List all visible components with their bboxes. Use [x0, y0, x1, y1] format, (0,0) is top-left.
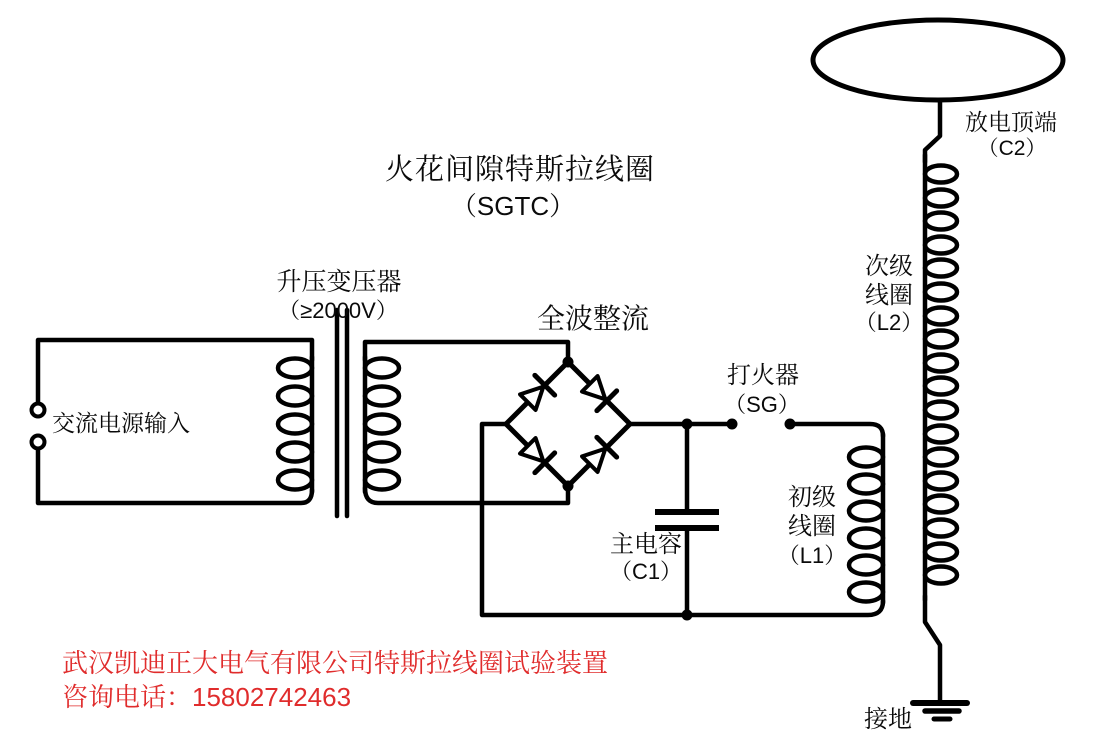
primary-coil-symbol — [849, 434, 883, 603]
junction-dot — [563, 357, 574, 368]
primary-coil-label: 初级 — [788, 484, 836, 511]
ground-label: 接地 — [864, 706, 912, 733]
page-title-abbr: （SGTC） — [450, 191, 576, 221]
secondary-coil-symbol — [925, 155, 957, 701]
junction-dot — [563, 481, 574, 492]
ac-terminal-icon — [32, 404, 45, 417]
rectifier-label: 全波整流 — [536, 303, 650, 334]
wire — [365, 342, 568, 360]
page-title: 火花间隙特斯拉线圈 — [384, 154, 656, 186]
spark-gap-label: 打火器 — [727, 362, 799, 389]
secondary-coil-ref: （L2） — [854, 310, 924, 335]
ac-input-label: 交流电源输入 — [52, 410, 190, 436]
wire — [365, 488, 568, 503]
ground-icon — [913, 703, 967, 719]
transformer-label: 升压变压器 — [276, 268, 402, 296]
transformer-core — [337, 310, 347, 516]
spark-gap-ref: （SG） — [724, 392, 800, 417]
top-load-label: 放电顶端 — [965, 109, 1057, 135]
footer-phone: 咨询电话：15802742463 — [62, 682, 352, 712]
secondary-coil-label: 线圈 — [865, 282, 913, 309]
primary-coil-label: 线圈 — [788, 513, 836, 540]
capacitor-ref: （C1） — [609, 559, 683, 584]
top-load-ref: （C2） — [977, 137, 1047, 160]
secondary-coil-label: 次级 — [865, 253, 913, 280]
ac-terminal-icon — [32, 436, 45, 449]
spark-gap-symbol — [727, 419, 796, 430]
primary-coil-ref: （L1） — [777, 543, 847, 568]
bridge-rectifier-symbol — [506, 357, 630, 492]
capacitor-symbol — [655, 419, 719, 621]
junction-dot — [682, 610, 693, 621]
transformer-spec-label: （≥2000V） — [278, 298, 398, 323]
footer-company: 武汉凯迪正大电气有限公司特斯拉线圈试验装置 — [62, 648, 609, 678]
junction-dot — [682, 419, 693, 430]
wire — [790, 424, 883, 436]
capacitor-label: 主电容 — [610, 531, 682, 558]
